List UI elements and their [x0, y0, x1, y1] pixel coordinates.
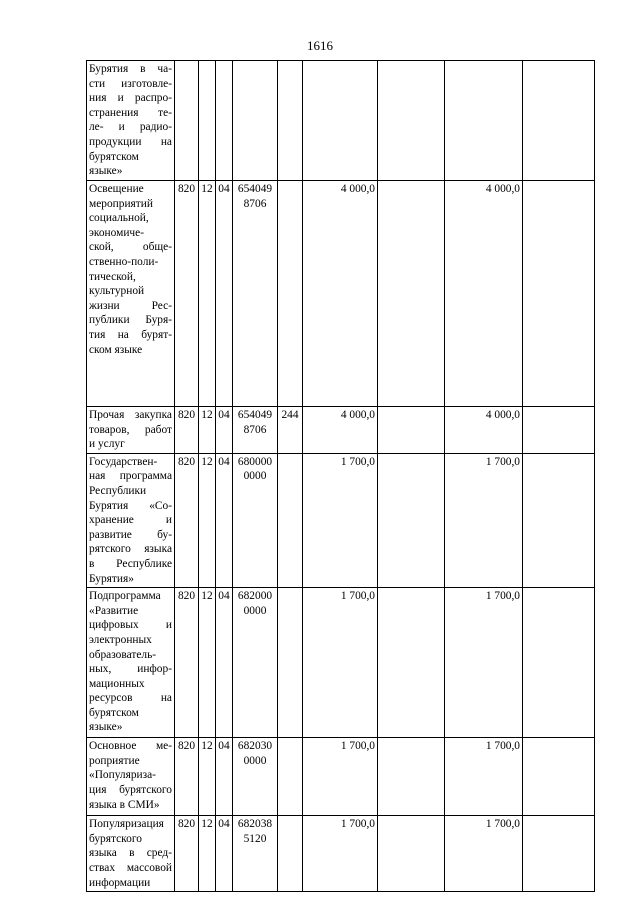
cell-expense-type — [278, 738, 303, 816]
cell-expense-type — [278, 588, 303, 738]
item-name-line: сти изготовле- — [89, 77, 172, 90]
cell-target-article — [233, 181, 278, 407]
target-article-line: 0000 — [243, 604, 267, 617]
budget-table — [86, 60, 595, 892]
table-row — [87, 453, 595, 587]
cell-subsection-code: 04 — [216, 407, 233, 454]
item-name-line: экономиче- — [89, 226, 144, 239]
item-name-line: Популяризация — [89, 818, 164, 831]
item-name-line: Республики — [89, 484, 147, 497]
cell-amount-2 — [378, 61, 445, 181]
cell-total — [303, 61, 378, 181]
item-name-line: бурятского — [89, 832, 142, 845]
item-name-line: в Республике — [89, 557, 172, 570]
cell-ministry-code: 820 — [175, 588, 199, 738]
item-name-line: тической, — [89, 270, 136, 283]
target-article-line: 682038 — [237, 818, 273, 831]
item-name-line: образователь- — [89, 648, 157, 661]
item-name-line: Бурятия в ча- — [89, 63, 172, 75]
item-name-line: странения те- — [89, 106, 172, 119]
cell-item-name — [87, 61, 175, 181]
cell-ministry-code: 820 — [175, 453, 199, 587]
cell-amount-2 — [378, 738, 445, 816]
table-row — [87, 738, 595, 816]
item-name-line: жизни Рес- — [89, 299, 172, 312]
cell-item-name — [87, 181, 175, 407]
target-article-line: 8706 — [243, 197, 267, 210]
item-name-line: социальной, — [89, 212, 149, 225]
cell-total: 1 700,0 — [303, 738, 378, 816]
item-name-line: Бурятия» — [89, 572, 134, 585]
target-article-line: 654049 — [237, 183, 273, 195]
cell-ministry-code — [175, 61, 199, 181]
item-name-line: ствах массовой — [89, 861, 172, 874]
item-name-line: электронных — [89, 633, 152, 646]
item-name-line: мационных — [89, 677, 145, 690]
cell-amount-4 — [523, 181, 595, 407]
target-article-line: 8706 — [243, 423, 267, 436]
table-body — [87, 61, 595, 892]
cell-amount-4 — [523, 407, 595, 454]
cell-amount-3: 1 700,0 — [445, 453, 523, 587]
item-name-line: цифровых и — [89, 619, 172, 632]
item-name-line: бурятском — [89, 706, 139, 719]
cell-section-code: 12 — [199, 407, 216, 454]
item-name-line: Освещение — [89, 183, 144, 195]
item-name-line: ных, инфор- — [89, 663, 172, 676]
item-name-line: «Развитие — [89, 604, 139, 617]
cell-subsection-code: 04 — [216, 738, 233, 816]
item-name-line: Бурятия «Со- — [89, 499, 172, 512]
item-name-line: мероприятий — [89, 197, 153, 210]
cell-section-code: 12 — [199, 181, 216, 407]
cell-target-article — [233, 407, 278, 454]
item-name-line: Подпрограмма — [89, 590, 161, 603]
item-name-line: информации — [89, 876, 151, 889]
cell-target-article — [233, 816, 278, 892]
cell-amount-2 — [378, 588, 445, 738]
cell-total: 4 000,0 — [303, 407, 378, 454]
item-name-line: продукции на — [89, 135, 172, 148]
cell-target-article — [233, 61, 278, 181]
cell-expense-type — [278, 453, 303, 587]
cell-ministry-code: 820 — [175, 407, 199, 454]
cell-total: 1 700,0 — [303, 588, 378, 738]
cell-amount-3: 1 700,0 — [445, 588, 523, 738]
item-name-line: и услуг — [89, 438, 125, 451]
cell-section-code: 12 — [199, 816, 216, 892]
item-name-line: ственно-поли- — [89, 255, 159, 268]
cell-item-name — [87, 738, 175, 816]
item-name-line: языка в СМИ» — [89, 798, 160, 811]
item-name-line: развитие бу- — [89, 528, 172, 541]
cell-amount-2 — [378, 181, 445, 407]
cell-ministry-code: 820 — [175, 738, 199, 816]
cell-section-code — [199, 61, 216, 181]
item-name-line: ния и распро- — [89, 92, 172, 105]
cell-amount-3: 1 700,0 — [445, 816, 523, 892]
cell-amount-4 — [523, 61, 595, 181]
item-name-line: Прочая закупка — [89, 409, 172, 421]
cell-target-article — [233, 453, 278, 587]
cell-target-article — [233, 738, 278, 816]
cell-total: 4 000,0 — [303, 181, 378, 407]
cell-subsection-code — [216, 61, 233, 181]
cell-amount-4 — [523, 738, 595, 816]
target-article-line: 682000 — [237, 590, 273, 603]
item-name-line: ресурсов на — [89, 692, 172, 705]
item-name-line: бурятском — [89, 150, 139, 163]
cell-subsection-code: 04 — [216, 453, 233, 587]
item-name-line: хранение и — [89, 514, 172, 527]
cell-expense-type — [278, 816, 303, 892]
target-article-line: 680000 — [237, 455, 273, 468]
item-name-line: ция бурятского — [89, 783, 172, 796]
cell-item-name — [87, 453, 175, 587]
cell-ministry-code: 820 — [175, 816, 199, 892]
table-row — [87, 181, 595, 407]
page-number: 1616 — [307, 38, 333, 53]
item-name-line: Основное ме- — [89, 740, 172, 753]
item-name-line: языка в сред- — [89, 847, 172, 860]
cell-section-code: 12 — [199, 738, 216, 816]
item-name-line: «Популяриза- — [89, 769, 156, 782]
cell-expense-type: 244 — [278, 407, 303, 454]
cell-subsection-code: 04 — [216, 181, 233, 407]
cell-item-name — [87, 816, 175, 892]
cell-target-article — [233, 588, 278, 738]
item-name-line: роприятие — [89, 754, 140, 767]
cell-total: 1 700,0 — [303, 816, 378, 892]
item-name-line: ской, обще- — [89, 241, 172, 254]
cell-amount-4 — [523, 453, 595, 587]
cell-item-name — [87, 588, 175, 738]
table-row — [87, 61, 595, 181]
cell-expense-type — [278, 181, 303, 407]
item-name-line: Государствен- — [89, 455, 158, 468]
item-name-line: товаров, работ — [89, 423, 172, 436]
target-article-line: 654049 — [237, 409, 273, 421]
cell-section-code: 12 — [199, 588, 216, 738]
cell-amount-3 — [445, 61, 523, 181]
item-name-line: ле- и радио- — [89, 121, 172, 134]
target-article-line: 5120 — [243, 832, 267, 845]
cell-item-name — [87, 407, 175, 454]
cell-amount-2 — [378, 816, 445, 892]
table-row — [87, 816, 595, 892]
table-row — [87, 588, 595, 738]
cell-total: 1 700,0 — [303, 453, 378, 587]
cell-section-code: 12 — [199, 453, 216, 587]
item-name-line: публики Буря- — [89, 314, 172, 327]
target-article-line: 0000 — [243, 754, 267, 767]
cell-amount-3: 4 000,0 — [445, 181, 523, 407]
cell-subsection-code: 04 — [216, 816, 233, 892]
item-name-line: тия на бурят- — [89, 328, 172, 341]
item-name-line: рятского языка — [89, 543, 172, 556]
cell-amount-3: 4 000,0 — [445, 407, 523, 454]
cell-amount-2 — [378, 407, 445, 454]
item-name-line: ная программа — [89, 470, 172, 483]
cell-expense-type — [278, 61, 303, 181]
item-name-line: ском языке — [89, 343, 143, 356]
target-article-line: 0000 — [243, 470, 267, 483]
cell-subsection-code: 04 — [216, 588, 233, 738]
item-name-line: культурной — [89, 285, 145, 298]
cell-amount-4 — [523, 816, 595, 892]
cell-ministry-code: 820 — [175, 181, 199, 407]
cell-amount-4 — [523, 588, 595, 738]
item-name-line: языке» — [89, 721, 123, 734]
table-row — [87, 407, 595, 454]
cell-amount-3: 1 700,0 — [445, 738, 523, 816]
item-name-line: языке» — [89, 165, 123, 178]
cell-amount-2 — [378, 453, 445, 587]
target-article-line: 682030 — [237, 740, 273, 753]
